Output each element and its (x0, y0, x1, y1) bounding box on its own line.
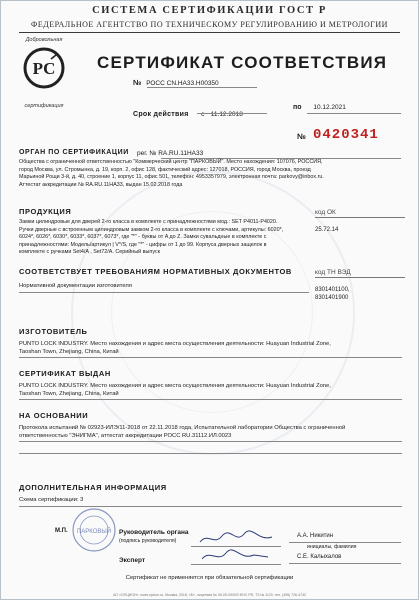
validity-to-prefix: по (293, 104, 302, 111)
expert-name: С.Е. Калыхалов (297, 554, 342, 560)
manufacturer-underline (19, 357, 402, 358)
logo-caption-top: Добровольная (25, 37, 63, 43)
reg-number (133, 78, 219, 87)
stamp-mark: М.П. (55, 528, 68, 534)
cert-body-line: Общества с ограниченной ответственностью "Коммерческий центр "ПАРКОВЫЙ". Место нахождения: 107076, РОССИЯ, (19, 159, 323, 165)
certification-system-title: СИСТЕМА СЕРТИФИКАЦИИ ГОСТ Р (92, 5, 327, 16)
reg-number-value: РОСС CN.НА33.Н00350 (146, 80, 219, 87)
issued-line: PUNTO LOCK INDUSTRY. Место нахождения и адрес места осуществления деятельности: Huayuan Industrial Zone, (19, 383, 331, 389)
manufacturer-line: Taoshan Town, Zhejiang, China, Китай (19, 349, 119, 355)
validity-from-underline (197, 113, 267, 114)
seal-stamp-icon (71, 507, 117, 553)
reg-underline (147, 87, 257, 88)
serial-prefix: № (297, 132, 306, 141)
printer-line: АО «ОПЦИОН», www.opcion.ru, Москва, 2018, «Б», лицензия № 05-05-09/003 ФНС РФ, ТЗ № 1120, тел. (495) 726-4742 (113, 593, 306, 597)
conformity-text: Нормативной документации изготовителя (19, 283, 132, 289)
serial-number: 0420341 (313, 127, 379, 143)
logo-caption-bottom: сертификация (24, 103, 64, 109)
validity-to-value: 10.12.2021 (313, 104, 346, 111)
product-title: ПРОДУКЦИЯ (19, 207, 72, 216)
svg-text:РС: РС (32, 59, 56, 78)
head-label: Руководитель органа (119, 529, 189, 536)
validity-from: 11.12.2018 (210, 111, 243, 118)
issued-title: СЕРТИФИКАТ ВЫДАН (19, 369, 111, 378)
tn-ved-code: 8301401100, (315, 287, 350, 293)
scheme-text: Схема сертификации: 3 (19, 497, 84, 503)
okp-code-box (315, 209, 405, 234)
product-text (19, 219, 309, 257)
okp-code-label: код ОК (315, 209, 405, 218)
basis-title: НА ОСНОВАНИИ (19, 411, 89, 420)
basis-text (19, 424, 345, 440)
certificate-title: СЕРТИФИКАТ СООТВЕТСТВИЯ (97, 53, 388, 72)
head-name-line (289, 542, 401, 543)
conformity-title: СООТВЕТСТВУЕТ ТРЕБОВАНИЯМ НОРМАТИВНЫХ ДОКУМЕНТОВ (19, 267, 292, 276)
validity-to-underline (307, 113, 401, 114)
product-line: комплекте с ручками Set4/A , Set72/A. Серийный выпуск (19, 249, 161, 256)
validity-from-prefix: с (201, 111, 205, 118)
manufacturer-line: PUNTO LOCK INDUSTRY. Место нахождения и адрес места осуществления деятельности: Huayuan Industrial Zone, (19, 341, 331, 347)
basis-underline (19, 441, 402, 442)
product-line: принадлежностями: Модель/артикул | V*/S, где "*" - цифры от 1 до 99. Корпуса дверных защелок в (19, 241, 267, 248)
cert-body-text (19, 159, 324, 189)
validity-label: Срок действия (133, 111, 189, 118)
product-line: Ручки дверные с встроенным цилиндровым замком 2-го класса в комплекте с ключами, артикулы: 6020*, (19, 226, 284, 233)
product-line: Замки цилиндровые для дверей 2-го класса в комплекте с принадлежностями мод.: SET P4011-P4020. (19, 219, 278, 225)
svg-text:ПАРКОВЫЙ: ПАРКОВЫЙ (76, 529, 112, 535)
tn-ved-code-box (315, 269, 405, 302)
head-signature-icon (196, 528, 276, 548)
tn-ved-code: 8301401900 (315, 295, 349, 301)
footer-note: Сертификат не применяется при обязательной сертификации (125, 575, 294, 581)
validity (133, 103, 243, 121)
manufacturer-text (19, 340, 331, 356)
expert-label: Эксперт (119, 557, 146, 564)
expert-signature-line (191, 564, 281, 565)
issued-text (19, 382, 331, 398)
extra-info-title: ДОПОЛНИТЕЛЬНАЯ ИНФОРМАЦИЯ (19, 483, 167, 492)
expert-signature-icon (196, 547, 276, 565)
basis-underline-2 (19, 453, 402, 454)
gost-rst-logo-icon (23, 47, 65, 89)
head-sub: (подпись руководителя) (119, 538, 177, 544)
basis-line: Протокола испытаний № 02923-ИЛЭ/11-2018 от 22.11.2018 года, Испытательной лаборатории Общества с ограниченной (19, 425, 346, 431)
cert-body-title: ОРГАН ПО СЕРТИФИКАЦИИ (19, 149, 129, 156)
cert-body-line: Аттестат аккредитации № RA.RU.11НА33, выдан 15.02.2018 года (19, 181, 183, 188)
basis-line: ответственностью "ЭНИГМА", аттестат аккредитации РОСС RU.31112.ИЛ.0023 (19, 433, 232, 439)
reg-number-prefix: № (133, 78, 142, 87)
cert-body-line: Марьиной Рощи 3-й, д. 40, строение 1, корпус 11, офис 501, телефон: 4953357979, электронная почта: parkovy@inbox.ru. (19, 174, 324, 181)
issued-line: Taoshan Town, Zhejiang, China, Китай (19, 391, 119, 397)
validity-to (293, 104, 346, 111)
tn-ved-code-label: код ТН ВЭД (315, 269, 405, 278)
head-name-sub: инициалы, фамилия (307, 544, 357, 550)
header-divider (19, 32, 400, 33)
head-name: А.А. Никитин (297, 533, 334, 539)
product-line: 6024*, 6026*, 6030*, 6033*, 6037*, 6073*, где "*" - буквы от A до Z. Замки сувальдные в комплекте с (19, 234, 267, 241)
expert-name-line (289, 563, 401, 564)
manufacturer-title: ИЗГОТОВИТЕЛЬ (19, 327, 88, 336)
okp-code-value: 25.72.14 (315, 227, 339, 233)
cert-body-reg: рег. № RA.RU.11НА33 (137, 150, 204, 157)
gost-logo (15, 37, 73, 111)
cert-body-line: город Москва, ул. Стромынка, д. 19, корп. 2, офис 128, фактический адрес: 127018, РОССИЯ, город Москва, проезд (19, 166, 311, 173)
issued-underline (19, 399, 402, 400)
federal-agency-title: ФЕДЕРАЛЬНОЕ АГЕНТСТВО ПО ТЕХНИЧЕСКОМУ РЕГУЛИРОВАНИЮ И МЕТРОЛОГИИ (31, 20, 388, 29)
conformity-underline (19, 292, 309, 293)
